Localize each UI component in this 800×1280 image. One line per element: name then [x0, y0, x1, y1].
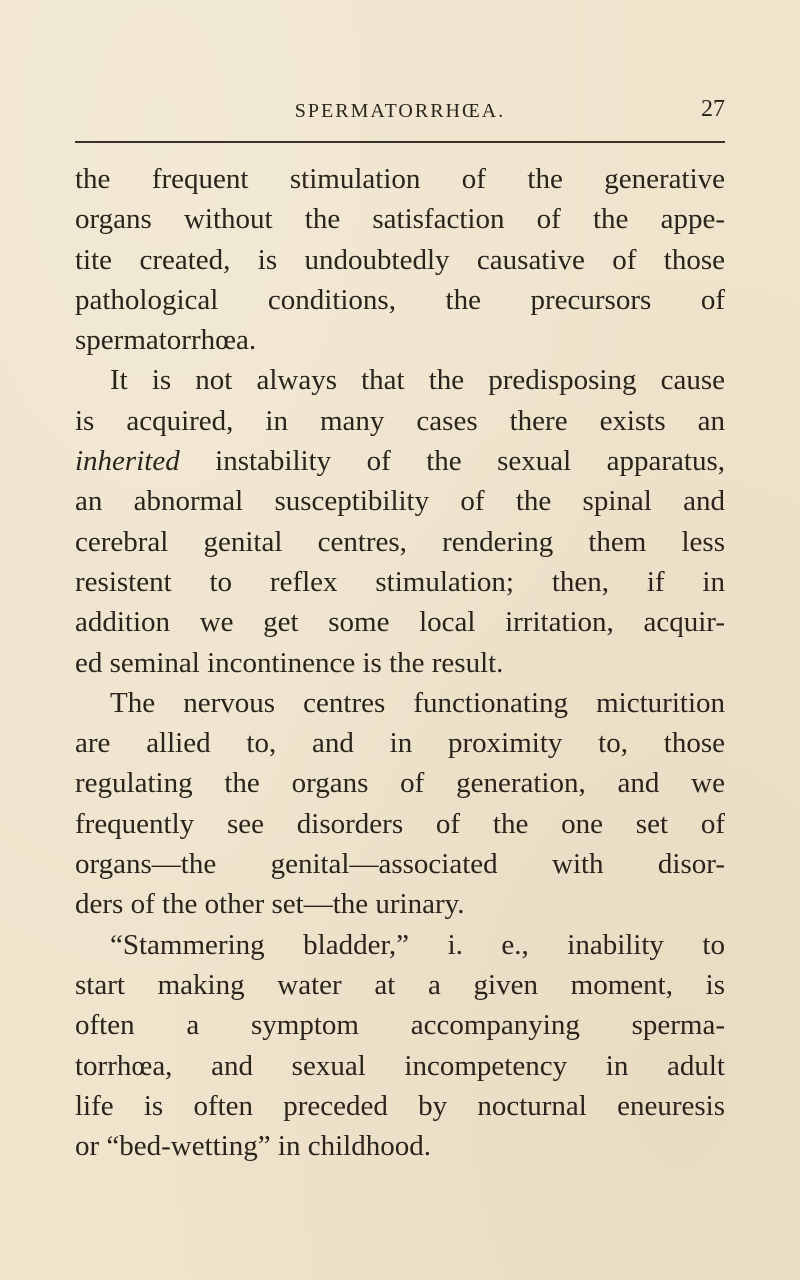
text-line-1: the frequent stimulation of the generative — [75, 163, 725, 195]
text-line-24: life is often preceded by nocturnal eneuresis — [75, 1089, 725, 1122]
text-line-15: are allied to, and in proximity to, those — [75, 727, 725, 760]
running-head: SPERMATORRHŒA. — [294, 100, 506, 122]
text-line-21: start making water at a given moment, is — [75, 968, 725, 1001]
header-rule — [75, 141, 725, 143]
text-line-25: or “bed-wetting” in childhood. — [75, 1130, 431, 1163]
page-header — [75, 96, 725, 130]
text-line-13: ed seminal incontinence is the result. — [75, 646, 504, 679]
text-line-5: spermatorrhœa. — [75, 324, 257, 357]
text-line-18: organs—the genital—associated with disor- — [75, 848, 725, 881]
text-line-10: cerebral genital centres, rendering them less — [75, 525, 725, 558]
text-line-14: The nervous centres functionating micturition — [110, 686, 725, 719]
text-line-17: frequently see disorders of the one set of — [75, 807, 725, 840]
text-line-4: pathological conditions, the precursors of — [75, 283, 725, 316]
text-line-9: an abnormal susceptibility of the spinal and — [75, 485, 725, 518]
text-line-16: regulating the organs of generation, and we — [75, 767, 725, 800]
italic-emphasis: inherited — [75, 445, 180, 478]
page-number: 27 — [701, 96, 725, 122]
text-line-19: ders of the other set—the urinary. — [75, 888, 465, 921]
text-line-2: organs without the satisfaction of the appe- — [75, 203, 725, 236]
text-line-20: “Stammering bladder,” i. e., inability to — [110, 928, 725, 961]
text-line-8-rest: instability of the sexual apparatus, — [179, 445, 725, 478]
body-text — [75, 159, 725, 1166]
text-line-3: tite created, is undoubtedly causative of those — [75, 243, 725, 276]
text-line-6: It is not always that the predisposing cause — [110, 364, 725, 397]
text-line-11: resistent to reflex stimulation; then, if in — [75, 565, 725, 598]
text-line-23: torrhœa, and sexual incompetency in adult — [75, 1049, 725, 1082]
text-line-12: addition we get some local irritation, acquir- — [75, 606, 725, 639]
text-line-7: is acquired, in many cases there exists an — [75, 404, 725, 437]
text-line-8 — [75, 441, 725, 481]
text-line-22: often a symptom accompanying sperma- — [75, 1009, 725, 1042]
